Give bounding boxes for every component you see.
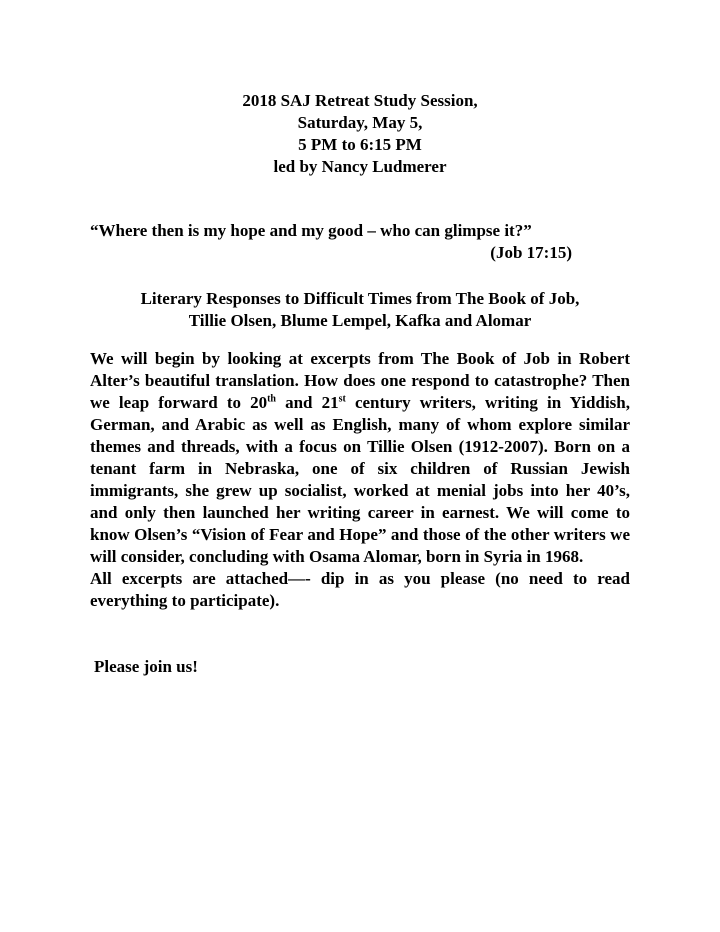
epigraph-text: “Where then is my hope and my good – who can glimpse it?” xyxy=(90,221,532,240)
session-header xyxy=(0,90,720,178)
header-date: Saturday, May 5, xyxy=(297,113,423,132)
paragraph-1-part-3: century writers, writing in Yiddish, German, and Arabic as well as English, many of whom explore similar themes and threads, with a focus on Tillie Olsen (1912-2007). Born on a tenant farm in Nebraska, one of six children of Russian Jewish immigrants, she grew up socialist, worked at menial jobs into her 40’s, and only then launched her writing career in earnest. We will come to know Olsen’s “Vision of Fear and Hope” and those of the other writers we will consider, concluding with Osama Alomar, born in Syria in 1968. xyxy=(90,393,630,566)
paragraph-1-part-1: We will begin by looking at excerpts from The Book of Job in Robert Alter’s beautiful translation. How does one respond to catastrophe? Then we leap forward to 20 xyxy=(90,349,630,412)
subtitle-line-1: Literary Responses to Difficult Times from The Book of Job, xyxy=(140,289,580,308)
description-paragraph-1 xyxy=(90,348,630,568)
session-subtitle xyxy=(0,288,720,332)
closing-invitation: Please join us! xyxy=(94,657,198,676)
description-paragraph-2: All excerpts are attached—- dip in as you please (no need to read everything to participate). xyxy=(90,569,630,610)
superscript-st: st xyxy=(338,393,346,405)
subtitle-line-2: Tillie Olsen, Blume Lempel, Kafka and Alomar xyxy=(188,311,532,330)
paragraph-1-part-2: and 21 xyxy=(276,393,339,412)
header-leader: led by Nancy Ludmerer xyxy=(273,157,447,176)
epigraph-citation: (Job 17:15) xyxy=(490,243,572,262)
description-body xyxy=(90,348,630,612)
header-time: 5 PM to 6:15 PM xyxy=(298,135,422,154)
header-title: 2018 SAJ Retreat Study Session, xyxy=(242,91,478,110)
superscript-th: th xyxy=(267,393,276,405)
epigraph xyxy=(90,220,630,264)
